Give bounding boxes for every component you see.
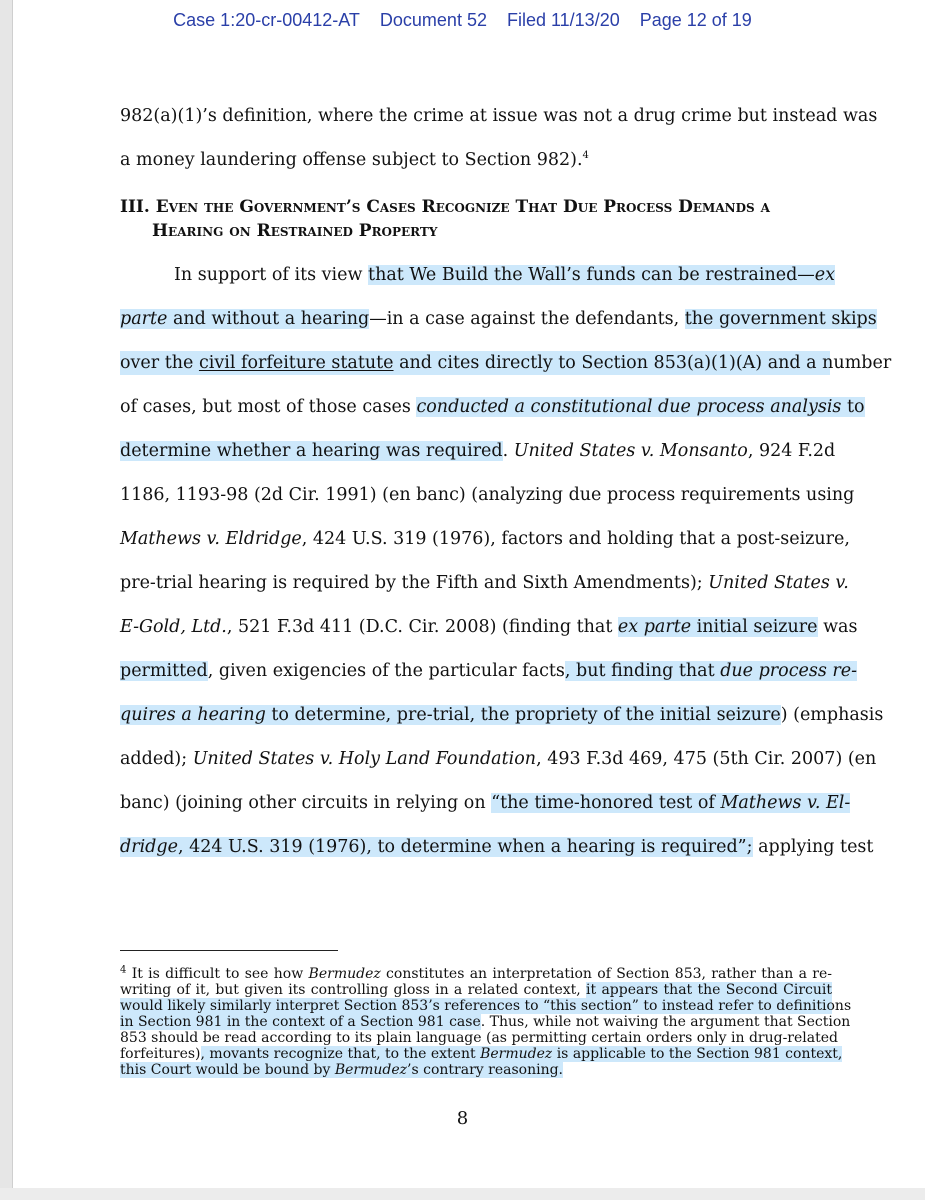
case-citation: United States v. Monsanto [513,441,748,461]
highlight-run: , 424 U.S. 319 (1976), to determine when a hearing is required”; [177,837,753,857]
text-run: of cases, but most of those cases [120,397,417,417]
text-run: added); [120,749,193,769]
body-line-9 [120,527,850,551]
document-number: Document 52 [379,10,487,30]
text-run: , 521 F.3d 411 (D.C. Cir. 2008) (finding that [226,617,618,637]
body-line-2 [120,148,830,172]
body-line-10 [120,571,849,595]
highlight-run: and without a hearing [167,309,370,329]
highlight-run: the government skips [684,309,877,329]
text-run: In support of its view [174,265,369,285]
footnote-mark: 4 [120,964,127,976]
body-line-16 [120,835,874,859]
highlight-run: is applicable to the Section 981 context, [552,1046,843,1062]
highlight-run: that We Build the Wall’s funds can be restrained— [368,265,815,285]
body-line-13 [120,703,884,727]
text-run: constitutes an interpretation of Section 853, rather than a re- [380,966,832,982]
heading-line-1: Even the Government’s Cases Recognize That Due Process Demands a [155,197,770,217]
highlight-italic-run: parte [120,309,168,329]
highlight-run: it appears that the Second Circuit [586,982,832,998]
footnote-line-5: 853 should be read according to its plain language (as permitting certain orders only in drug-related [120,1030,838,1046]
footnote-line-1 [120,966,832,982]
case-citation: United States v. [708,573,849,593]
text-run: . Thus, while not waiving the argument that Section [480,1014,851,1030]
footnote-rule [120,950,338,951]
highlight-italic-run: quires a hearing [120,705,266,725]
highlight-italic-run: due process re- [720,661,858,681]
text-run: over the [120,353,199,373]
text-run: writing of it, but given its controlling gloss in a related context, [120,982,587,998]
text-run: was [817,617,858,637]
body-line-8: 1186, 1193-98 (2d Cir. 1991) (en banc) (analyzing due process requirements using [120,485,855,505]
footnote-ref: 4 [582,150,589,162]
text-run: , 493 F.3d 469, 475 (5th Cir. 2007) (en [536,749,877,769]
text-run: pre-trial hearing is required by the Fifth and Sixth Amendments); [120,573,709,593]
highlight-italic-run: Mathews v. El- [720,793,851,813]
text-run: . [502,441,514,461]
page-bottom-edge [0,1188,925,1200]
highlight-run: permitted [120,661,208,681]
body-line-6 [120,395,865,419]
highlight-run: in Section 981 in the context of a Section 981 case [120,1014,481,1030]
text-run: , 424 U.S. 319 (1976), factors and holding that a post-seizure, [301,529,850,549]
heading-line-2: Hearing on Restrained Property [152,221,438,241]
court-header [0,10,925,31]
footnote-line-4 [120,1014,851,1030]
text-run: , 924 F.2d [747,441,836,461]
case-citation: United States v. Holy Land Foundation [192,749,537,769]
text-run: It is difficult to see how [126,966,309,982]
filed-date: Filed 11/13/20 [506,10,620,30]
highlight-italic-run: conducted a constitutional due process analysis [416,397,842,417]
highlight-italic-run: dridge [120,837,178,857]
highlight-italic-run: ex [814,265,836,285]
page-number: 8 [456,1108,469,1129]
case-name: Bermudez [334,1062,408,1078]
footnote-line-3: would likely similarly interpret Section 853’s references to “this section” to instead refer to definitions [120,998,852,1014]
highlight-italic-run: ex parte [617,617,692,637]
section-heading [120,195,832,219]
text-run: applying test [752,837,874,857]
footnote-line-7 [120,1062,832,1078]
highlight-run: “the time-honored test of [491,793,721,813]
body-line-4 [120,307,877,331]
statute-link[interactable]: civil forfeiture statute [198,353,394,373]
page-edge [0,0,12,1200]
highlight-run: , but finding that [564,661,721,681]
text-run: ) (emphasis [780,705,884,725]
body-line-15 [120,791,851,815]
body-line-1: 982(a)(1)’s definition, where the crime at issue was not a drug crime but instead was [120,106,878,126]
page-count: Page 12 of 19 [639,10,752,30]
body-line-14 [120,747,877,771]
text-run: and cites directly to Section 853(a)(1)(A) and a number [393,353,892,373]
footnote-line-6 [120,1046,843,1062]
text-run: forfeitures) [120,1046,201,1062]
page-edge-line [12,0,13,1200]
body-line-7 [120,439,836,463]
highlight-run: determine whether a hearing was required [120,441,503,461]
body-line-12 [120,659,858,683]
body-line-2-text: a money laundering offense subject to Section 982). [120,150,583,170]
case-name: Bermudez [308,966,381,982]
case-number: Case 1:20-cr-00412-AT [173,10,360,30]
highlight-run: , movants recognize that, to the extent [200,1046,481,1062]
text-run: , given exigencies of the particular facts [207,661,565,681]
footnote-line-2 [120,982,832,998]
body-line-5 [120,351,892,375]
highlight-run: this Court would be bound by [120,1062,335,1078]
heading-number: III. [120,197,150,217]
body-line-11 [120,615,858,639]
highlight-run: to determine, pre-trial, the propriety of the initial seizure [265,705,781,725]
case-citation: Mathews v. Eldridge [120,529,302,549]
case-name: Bermudez [480,1046,553,1062]
highlight-run: initial seizure [691,617,818,637]
highlight-run: ’s contrary reasoning. [407,1062,563,1078]
text-run: —in a case against the defendants, [369,309,685,329]
case-citation: E-Gold, Ltd. [120,617,227,637]
text-run: banc) (joining other circuits in relying on [120,793,492,813]
body-line-3 [120,263,836,287]
highlight-run: to [841,397,865,417]
